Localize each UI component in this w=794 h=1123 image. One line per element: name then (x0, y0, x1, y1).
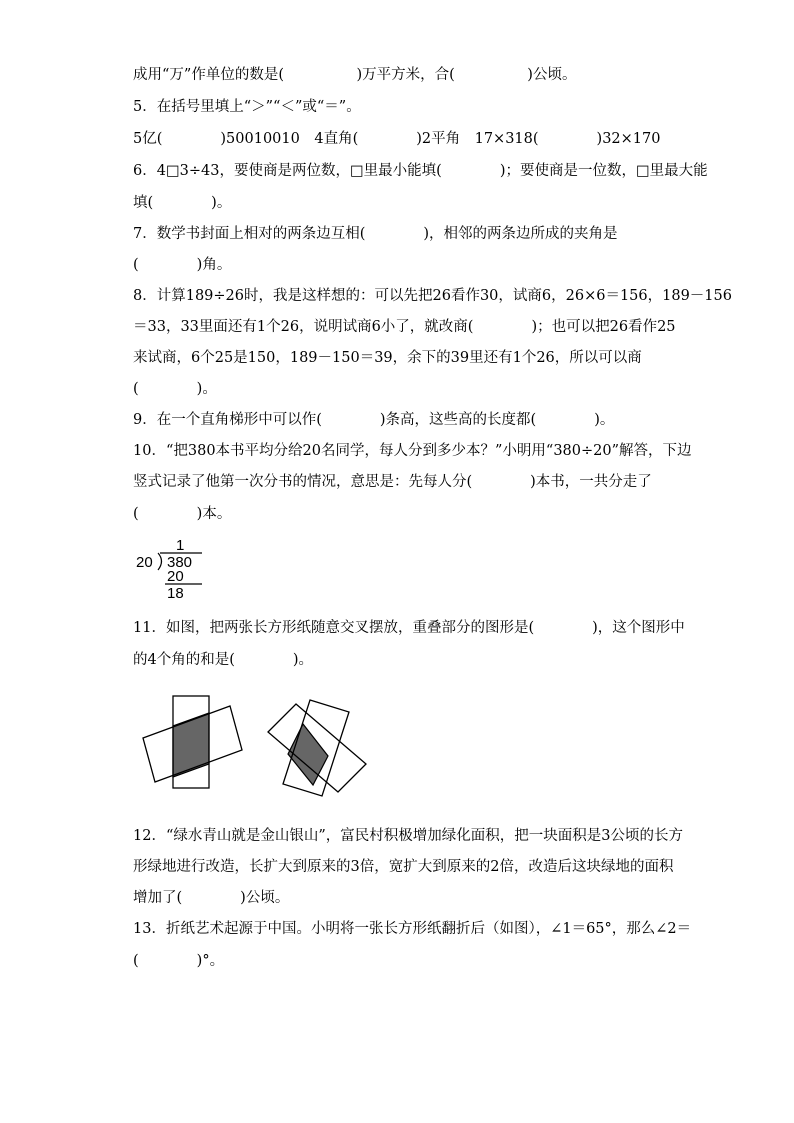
line-14: ( )本。 (133, 506, 232, 522)
line-15: 11．如图，把两张长方形纸随意交叉摆放，重叠部分的图形是( )，这个图形中 (133, 620, 685, 636)
line-21: ( )°。 (133, 953, 225, 969)
line-2: 5亿( )50010010 4直角( )2平角 17×318( )32×170 (133, 131, 661, 147)
line-19: 增加了( )公顷。 (133, 890, 290, 906)
line-0: 成用“万”作单位的数是( )万平方米，合( )公顷。 (133, 67, 577, 83)
line-11: 9．在一个直角梯形中可以作( )条高，这些高的长度都( )。 (133, 412, 615, 428)
line-17: 12．“绿水青山就是金山银山”，富民村积极增加绿化面积，把一块面积是3公顷的长方 (133, 828, 683, 844)
division-quotient: 1 (176, 537, 185, 554)
long-division-figure (130, 534, 220, 604)
division-product: 20 (167, 568, 184, 585)
line-16: 的4个角的和是( )。 (133, 652, 314, 668)
division-divisor: 20 (136, 554, 153, 571)
line-4: 填( )。 (133, 195, 232, 211)
line-7: 8．计算189÷26时，我是这样想的：可以先把26看作30，试商6，26×6＝156，189－156 (133, 288, 732, 304)
left-overlap-shaded (173, 713, 209, 777)
line-8: ＝33，33里面还有1个26，说明试商6小了，就改商( )；也可以把26看作25 (133, 319, 676, 335)
overlapping-rectangles-figure (138, 690, 368, 805)
line-6: ( )角。 (133, 257, 232, 273)
division-dividend: 380 (167, 554, 193, 571)
line-3: 6．4□3÷43，要使商是两位数，□里最小能填( )；要使商是一位数，□里最大能 (133, 163, 708, 179)
line-20: 13．折纸艺术起源于中国。小明将一张长方形纸翻折后（如图），∠1＝65°，那么∠2＝ (133, 921, 692, 937)
line-12: 10．“把380本书平均分给20名同学，每人分到多少本？”小明用“380÷20”解答，下边 (133, 443, 692, 459)
line-9: 来试商，6个25是150，189－150＝39，余下的39里还有1个26，所以可以商 (133, 350, 642, 366)
line-1: 5．在括号里填上“＞”“＜”或“＝”。 (133, 99, 361, 115)
division-remainder: 18 (167, 585, 184, 602)
line-5: 7．数学书封面上相对的两条边互相( )，相邻的两条边所成的夹角是 (133, 226, 618, 242)
division-bracket (158, 553, 162, 570)
line-10: ( )。 (133, 381, 217, 397)
line-18: 形绿地进行改造，长扩大到原来的3倍，宽扩大到原来的2倍，改造后这块绿地的面积 (133, 859, 674, 875)
line-13: 竖式记录了他第一次分书的情况，意思是：先每人分( )本书，一共分走了 (133, 474, 652, 490)
